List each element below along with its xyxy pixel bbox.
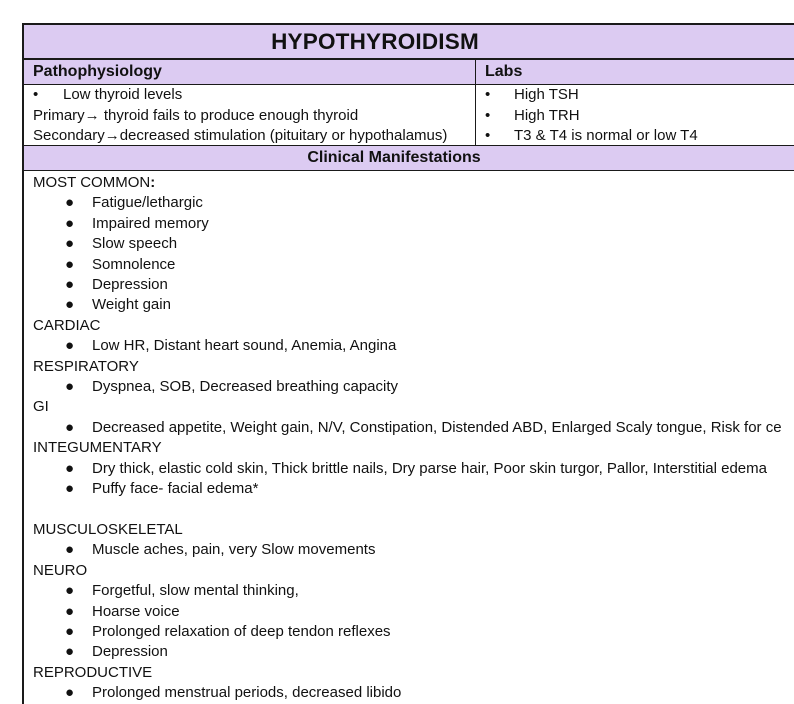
bullet-icon: ● <box>65 235 75 253</box>
bullet-icon: ● <box>65 541 75 559</box>
pathophysiology-header: Pathophysiology <box>24 60 476 84</box>
list-item: ● Impaired memory <box>33 214 794 234</box>
list-item: • Low thyroid levels <box>33 85 475 106</box>
clinical-manifestations-body <box>24 171 794 704</box>
list-item: • T3 & T4 is normal or low T4 <box>485 126 794 147</box>
bullet-icon: ● <box>65 337 75 355</box>
list-item: ● Slow speech <box>33 234 794 254</box>
list-item: ● Depression <box>33 275 794 295</box>
info-row <box>24 85 794 146</box>
bullet-icon: ● <box>65 643 75 661</box>
page-title: HYPOTHYROIDISM <box>271 28 479 54</box>
list-item: ● Decreased appetite, Weight gain, N/V, Constipation, Distended ABD, Enlarged Scaly tongue, Risk for ce <box>33 418 794 438</box>
list-item: ● Dyspnea, SOB, Decreased breathing capacity <box>33 377 794 397</box>
category-neuro: NEURO <box>33 561 88 579</box>
pathophysiology-cell <box>24 85 476 145</box>
bullet-icon: ● <box>65 255 75 273</box>
bullet-icon: ● <box>65 214 75 232</box>
section-heading: Clinical Manifestations <box>307 149 481 166</box>
bullet-icon: ● <box>65 418 75 436</box>
list-item: ● Muscle aches, pain, very Slow movements <box>33 540 794 560</box>
primary-text: Primary→ thyroid fails to produce enough thyroid <box>33 106 359 124</box>
list-item: ● Puffy face- facial edema* <box>33 479 794 499</box>
bullet-icon: • <box>485 86 491 103</box>
category-respiratory: RESPIRATORY <box>33 357 139 375</box>
clinical-manifestations-header <box>24 146 794 171</box>
bullet-icon: ● <box>65 296 75 314</box>
list-item: ● Forgetful, slow mental thinking, <box>33 581 794 601</box>
labs-cell <box>476 85 794 145</box>
bullet-icon: ● <box>65 276 75 294</box>
bullet-icon: ● <box>65 602 75 620</box>
bullet-icon: ● <box>65 684 75 702</box>
list-item: ● Depression <box>33 642 794 662</box>
category-musculoskeletal: MUSCULOSKELETAL <box>33 520 183 538</box>
list-item: ● Fatigue/lethargic <box>33 193 794 213</box>
bullet-icon: ● <box>65 582 75 600</box>
bullet-icon: • <box>485 106 491 124</box>
list-item: ● Prolonged menstrual periods, decreased libido <box>33 683 794 703</box>
bullet-icon: • <box>485 127 491 144</box>
bullet-icon: ● <box>65 194 75 212</box>
bullet-icon: ● <box>65 459 75 477</box>
bullet-icon: ● <box>65 480 75 498</box>
list-item: ● Low HR, Distant heart sound, Anemia, Angina <box>33 336 794 356</box>
header-row <box>24 60 794 85</box>
list-item: • High TSH <box>485 85 794 106</box>
list-item: ● Dry thick, elastic cold skin, Thick brittle nails, Dry parse hair, Poor skin turgor, Pallor, Interstitial edema <box>33 459 794 479</box>
list-item: ● Weight gain <box>33 295 794 315</box>
category-most-common: MOST COMMON: <box>33 174 156 191</box>
list-item: ● Prolonged relaxation of deep tendon reflexes <box>33 622 794 642</box>
list-item: • High TRH <box>485 106 794 127</box>
bullet-icon: • <box>33 86 39 103</box>
labs-header: Labs <box>485 63 523 80</box>
hypothyroidism-table <box>22 23 794 704</box>
bullet-icon: ● <box>65 622 75 640</box>
title-row <box>24 25 794 60</box>
list-item: ● Hoarse voice <box>33 602 794 622</box>
category-reproductive: REPRODUCTIVE <box>33 663 153 681</box>
bullet-icon: ● <box>65 378 75 396</box>
category-integumentary: INTEGUMENTARY <box>33 439 162 457</box>
blank-line <box>33 500 794 520</box>
list-item: ● Somnolence <box>33 255 794 275</box>
category-cardiac: CARDIAC <box>33 316 101 334</box>
category-gi: GI <box>33 398 49 416</box>
secondary-text: Secondary→decreased stimulation (pituitary or hypothalamus) <box>33 127 448 144</box>
